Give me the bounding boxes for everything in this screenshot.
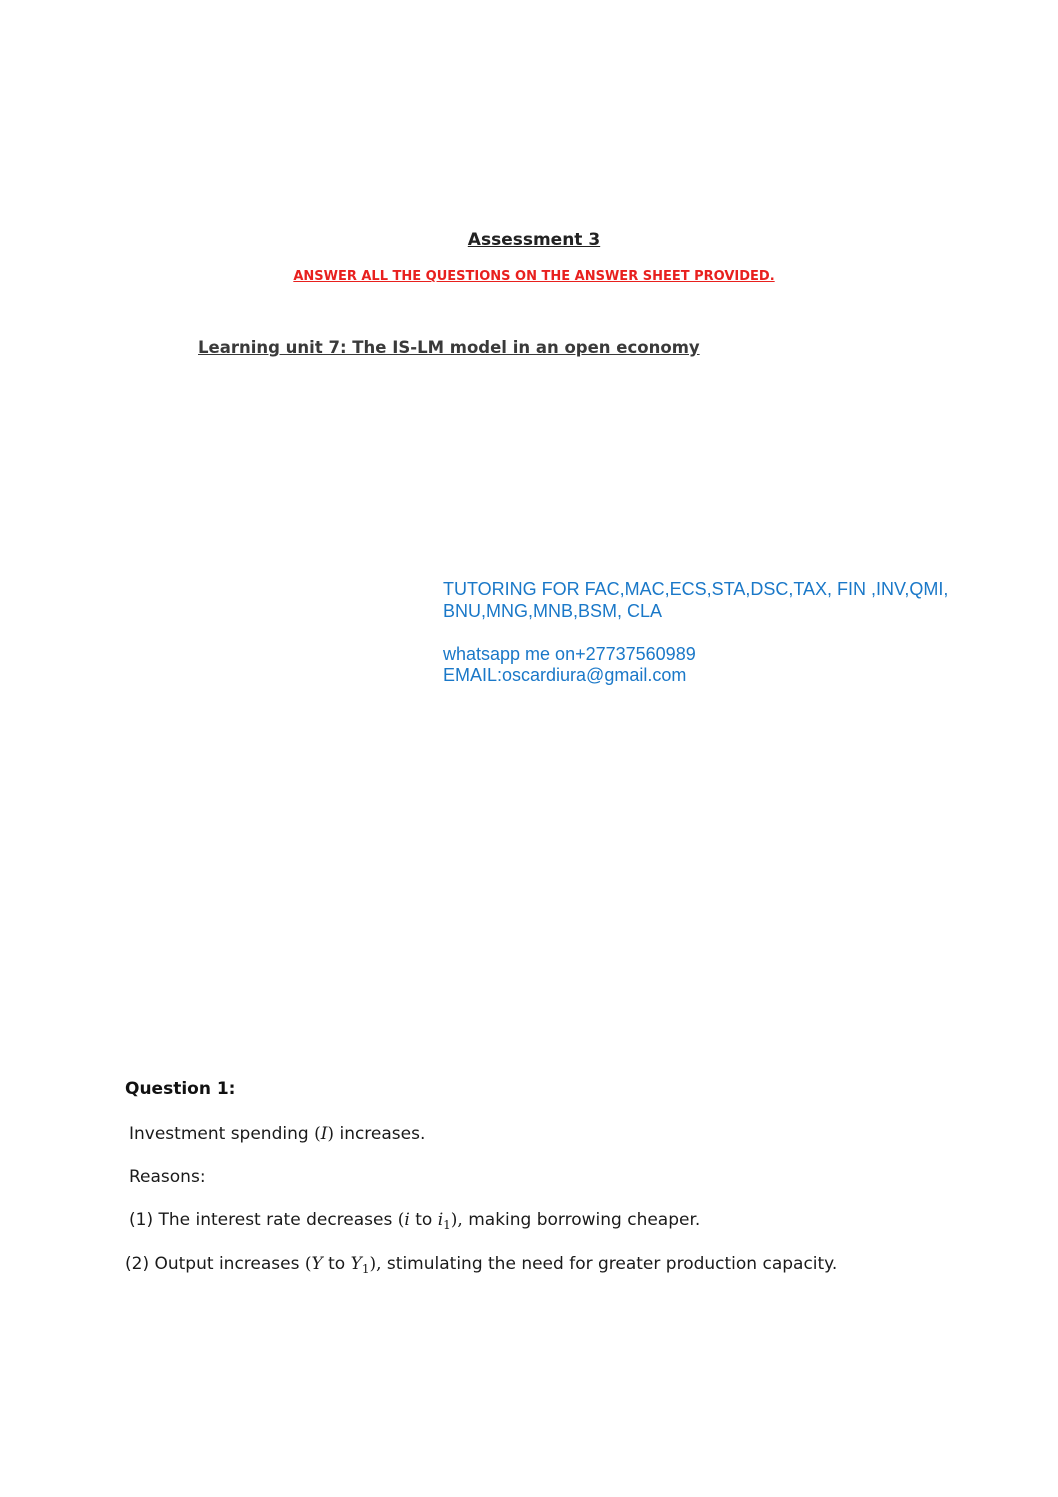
question-1-heading: Question 1:	[125, 1079, 236, 1099]
promo-email: EMAIL:oscardiura@gmail.com	[443, 665, 687, 685]
reason-2	[125, 1254, 837, 1276]
reasons-label: Reasons:	[129, 1167, 206, 1187]
learning-unit-heading: Learning unit 7: The IS-LM model in an open economy	[198, 338, 700, 357]
paren-open: (	[314, 1124, 321, 1144]
instruction-banner: ANSWER ALL THE QUESTIONS ON THE ANSWER SHEET PROVIDED.	[293, 269, 775, 284]
math-variable-I: I	[320, 1124, 328, 1144]
answer-line	[129, 1124, 425, 1144]
reason-2-to: to	[322, 1254, 351, 1274]
paren-open: (	[304, 1254, 312, 1274]
promo-line-1: TUTORING FOR FAC,MAC,ECS,STA,DSC,TAX, FIN ,INV,QMI,	[443, 579, 949, 599]
paren-close: )	[327, 1124, 335, 1144]
promo-line-2: BNU,MNG,MNB,BSM, CLA	[443, 601, 663, 621]
reason-1-to: to	[409, 1210, 438, 1230]
math-variable-i: i	[404, 1210, 410, 1230]
reason-1-suffix: making borrowing cheaper.	[462, 1210, 701, 1230]
reason-1	[129, 1210, 700, 1232]
paren-close: ),	[450, 1210, 463, 1230]
math-variable-Y1: Y	[350, 1254, 362, 1274]
reason-2-suffix: stimulating the need for greater production capacity.	[381, 1254, 838, 1274]
promo-whatsapp: whatsapp me on+27737560989	[443, 644, 696, 664]
answer-suffix: increases.	[334, 1124, 426, 1144]
subscript-1: 1	[361, 1262, 370, 1276]
math-variable-Y: Y	[311, 1254, 323, 1274]
paren-open: (	[397, 1210, 405, 1230]
answer-prefix: Investment spending	[129, 1124, 315, 1144]
assessment-title: Assessment 3	[467, 230, 601, 250]
paren-close: ),	[369, 1254, 382, 1274]
reason-1-prefix: (1) The interest rate decreases	[129, 1210, 398, 1230]
subscript-1: 1	[443, 1218, 451, 1232]
math-variable-i1: i	[437, 1210, 444, 1230]
reason-2-prefix: (2) Output increases	[125, 1254, 305, 1274]
